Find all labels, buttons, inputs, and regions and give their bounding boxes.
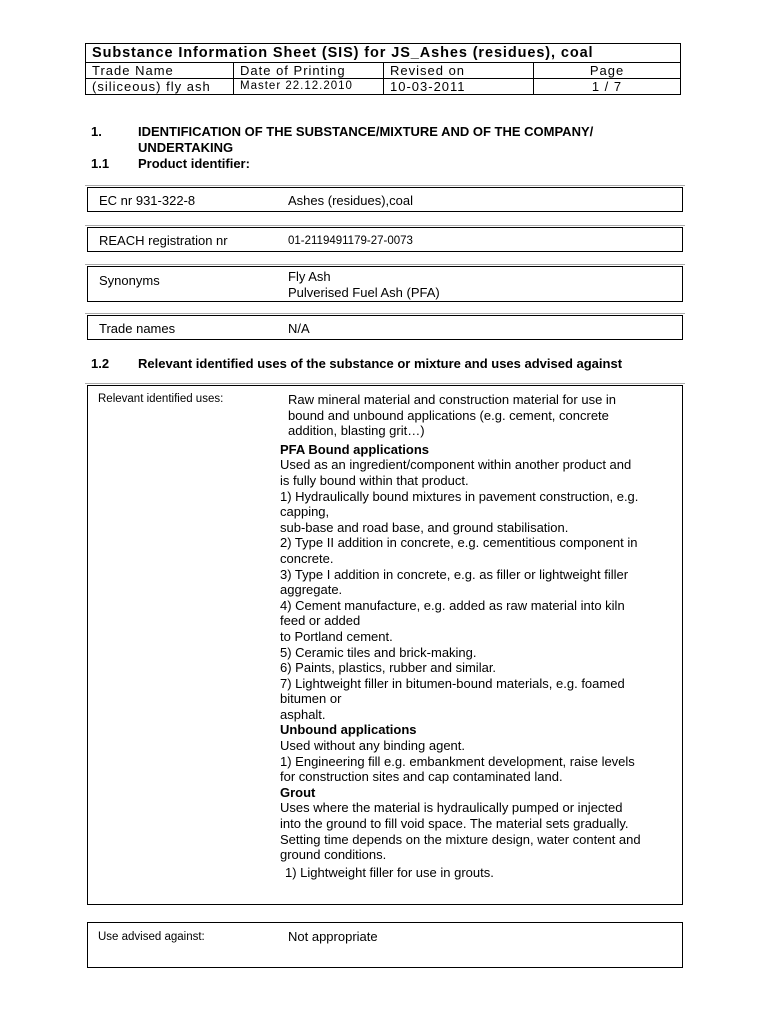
synonyms-row — [87, 266, 683, 302]
text-line: Setting time depends on the mixture design, water content and — [280, 831, 641, 847]
grout-heading: Grout — [280, 784, 316, 800]
revised-on-value: 10-03-2011 — [383, 79, 533, 95]
divider — [85, 185, 685, 186]
text-line: 2) Type II addition in concrete, e.g. cementitious component in — [280, 535, 638, 551]
text-line: concrete. — [280, 550, 334, 566]
divider — [85, 383, 685, 384]
subsection-number: 1.1 — [91, 156, 110, 171]
intro-line: addition, blasting grit…) — [288, 423, 425, 439]
text-line: Uses where the material is hydraulically pumped or injected — [280, 800, 623, 816]
text-line: asphalt. — [280, 706, 326, 722]
divider — [85, 313, 685, 314]
text-line: 4) Cement manufacture, e.g. added as raw material into kiln — [280, 597, 625, 613]
page-number: 1 / 7 — [533, 79, 680, 95]
trade-names-label: Trade names — [99, 321, 176, 336]
text-line: ground conditions. — [280, 847, 387, 863]
identified-uses-label: Relevant identified uses: — [98, 393, 224, 405]
trade-name-header: Trade Name — [92, 63, 174, 78]
header-labels-row — [86, 63, 680, 79]
text-line: feed or added — [280, 613, 361, 629]
ec-number-value: Ashes (residues),coal — [288, 193, 413, 208]
text-line: sub-base and road base, and ground stabilisation. — [280, 519, 569, 535]
synonym-2: Pulverised Fuel Ash (PFA) — [288, 285, 440, 300]
synonyms-label: Synonyms — [99, 273, 160, 288]
header-table — [85, 43, 681, 95]
subsection-title: Relevant identified uses of the substance or mixture and uses advised against — [138, 356, 623, 371]
divider — [85, 225, 685, 226]
subsection-number: 1.2 — [91, 356, 110, 371]
intro-line: Raw mineral material and construction material for use in — [288, 392, 617, 407]
text-line: Used without any binding agent. — [280, 738, 466, 754]
text-line: for construction sites and cap contaminated land. — [280, 769, 563, 785]
pfa-bound-heading: PFA Bound applications — [280, 441, 430, 457]
reach-value: 01-2119491179-27-0073 — [288, 235, 413, 247]
text-line: 1) Lightweight filler for use in grouts. — [285, 864, 494, 880]
trade-name-value: (siliceous) fly ash — [92, 79, 211, 94]
synonym-1: Fly Ash — [288, 269, 331, 284]
identified-uses-box — [87, 385, 683, 905]
ec-number-label: EC nr 931-322-8 — [99, 193, 196, 208]
header-values-row — [86, 79, 680, 95]
text-line: into the ground to fill void space. The material sets gradually. — [280, 816, 629, 832]
text-line: 7) Lightweight filler in bitumen-bound materials, e.g. foamed — [280, 675, 625, 691]
advised-against-value: Not appropriate — [288, 929, 378, 944]
advised-against-box — [87, 922, 683, 968]
trade-names-value: N/A — [288, 321, 310, 336]
sheet-title: Substance Information Sheet (SIS) for JS_Ashes (residues), coal — [86, 44, 680, 63]
section-title-line2: UNDERTAKING — [138, 140, 234, 155]
text-line: 3) Type I addition in concrete, e.g. as filler or lightweight filler — [280, 566, 629, 582]
text-line: is fully bound within that product. — [280, 472, 469, 488]
subsection-title: Product identifier: — [138, 156, 250, 171]
text-line: 1) Engineering fill e.g. embankment development, raise levels — [280, 753, 635, 769]
divider — [85, 264, 685, 265]
section-number: 1. — [91, 124, 102, 139]
ec-number-row — [87, 187, 683, 212]
text-line: 1) Hydraulically bound mixtures in pavement construction, e.g. — [280, 488, 639, 504]
identified-uses-text — [280, 392, 680, 880]
page-header: Page — [533, 63, 680, 78]
text-line: Used as an ingredient/component within another product and — [280, 457, 632, 473]
reach-label: REACH registration nr — [99, 233, 228, 248]
date-printing-value: Master 22.12.2010 — [233, 79, 383, 95]
text-line: to Portland cement. — [280, 628, 393, 644]
text-line: 5) Ceramic tiles and brick-making. — [280, 644, 477, 660]
section-title-line1: IDENTIFICATION OF THE SUBSTANCE/MIXTURE AND OF THE COMPANY/ — [138, 124, 594, 139]
trade-names-row — [87, 315, 683, 340]
revised-on-header: Revised on — [383, 63, 533, 78]
date-printing-header: Date of Printing — [233, 63, 383, 78]
intro-line: bound and unbound applications (e.g. cement, concrete — [288, 407, 609, 423]
text-line: aggregate. — [280, 582, 343, 598]
text-line: bitumen or — [280, 691, 342, 707]
reach-row — [87, 227, 683, 252]
unbound-heading: Unbound applications — [280, 722, 417, 738]
advised-against-label: Use advised against: — [98, 931, 205, 943]
text-line: 6) Paints, plastics, rubber and similar. — [280, 660, 497, 676]
text-line: capping, — [280, 504, 330, 520]
